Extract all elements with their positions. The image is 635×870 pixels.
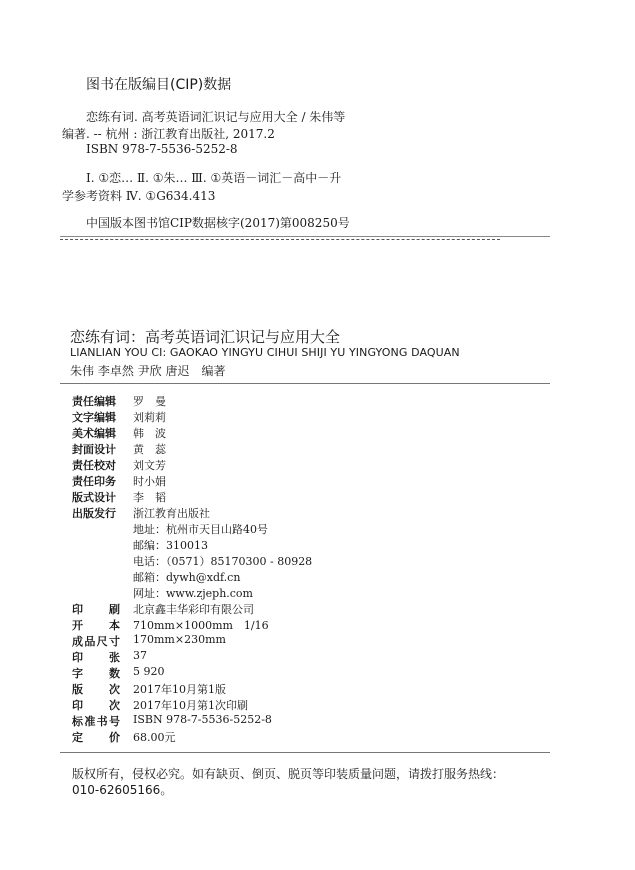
- spec-label-char: 号: [108, 715, 120, 728]
- credit-value: 刘莉莉: [133, 411, 166, 424]
- publisher-website: 网址：www.zjeph.com: [133, 587, 253, 600]
- credit-label: 封面设计: [72, 443, 116, 456]
- book-pinyin: LIANLIAN YOU CI: GAOKAO YINGYU CIHUI SHIJI YU YINGYONG DAQUAN: [70, 346, 460, 359]
- spec-label-char: 标: [72, 715, 83, 728]
- credit-label: 版式设计: [72, 491, 116, 504]
- spec-value: ISBN 978-7-5536-5252-8: [133, 713, 272, 726]
- book-authors: 朱伟 李卓然 尹欣 唐迟 编著: [70, 364, 226, 378]
- credit-label: 责任编辑: [72, 395, 116, 408]
- cip-line-5: 学参考资料 Ⅳ. ①G634.413: [62, 189, 216, 203]
- cip-heading: 图书在版编目(CIP)数据: [86, 77, 232, 93]
- spec-label-char: 印: [72, 603, 83, 616]
- spec-label-char: 寸: [108, 635, 120, 648]
- credit-value: 时小娟: [133, 475, 166, 488]
- spec-label-char: 本: [109, 619, 120, 632]
- spec-label-char: 次: [109, 683, 120, 696]
- cip-rule: [60, 236, 550, 237]
- spec-label: [72, 713, 120, 729]
- cip-isbn: ISBN 978-7-5536-5252-8: [86, 142, 238, 156]
- spec-label: [72, 665, 120, 681]
- spec-label: [72, 681, 120, 697]
- spec-label-char: 书: [96, 715, 108, 728]
- service-hotline: 010-62605166。: [72, 783, 173, 797]
- spec-value: 北京鑫丰华彩印有限公司: [133, 603, 254, 616]
- spec-value: 710mm×1000mm 1/16: [133, 619, 269, 632]
- credit-label: 美术编辑: [72, 427, 116, 440]
- credit-label: 文字编辑: [72, 411, 116, 424]
- publisher-address: 地址：杭州市天目山路40号: [133, 523, 268, 536]
- spec-label-char: 价: [109, 731, 120, 744]
- credit-value: 黄 蕊: [133, 443, 166, 456]
- spec-value: 37: [133, 649, 147, 662]
- spec-label-char: 尺: [96, 635, 108, 648]
- spec-value: 5 920: [133, 665, 165, 678]
- spec-value: 170mm×230mm: [133, 633, 226, 646]
- spec-label-char: 印: [72, 651, 83, 664]
- publisher-name: 浙江教育出版社: [133, 507, 210, 520]
- credit-label: 责任印务: [72, 475, 116, 488]
- book-title: 恋练有词：高考英语词汇识记与应用大全: [70, 328, 341, 346]
- spec-label-char: 字: [72, 667, 83, 680]
- spec-value: 2017年10月第1版: [133, 683, 226, 696]
- spec-label-char: 印: [72, 699, 83, 712]
- spec-label-char: 准: [84, 715, 96, 728]
- spec-label-char: 版: [72, 683, 83, 696]
- spec-label: [72, 649, 120, 665]
- spec-label-char: 数: [109, 667, 120, 680]
- spec-label-char: 品: [84, 635, 96, 648]
- spec-label-char: 次: [109, 699, 120, 712]
- spec-label-char: 刷: [109, 603, 120, 616]
- spec-label-char: 张: [109, 651, 120, 664]
- spec-label: [72, 697, 120, 713]
- spec-label: [72, 729, 120, 745]
- credit-value: 刘文芳: [133, 459, 166, 472]
- divider-top: [60, 383, 550, 384]
- spec-label: [72, 601, 120, 617]
- cip-line-1: 恋练有词. 高考英语词汇识记与应用大全 / 朱伟等: [86, 110, 346, 124]
- copyright-notice: 版权所有，侵权必究。如有缺页、倒页、脱页等印装质量问题，请拨打服务热线：: [72, 767, 505, 781]
- cip-line-2: 编著. -- 杭州 : 浙江教育出版社, 2017.2: [62, 127, 275, 141]
- credit-label: 出版发行: [72, 507, 116, 520]
- publisher-email: 邮箱：dywh@xdf.cn: [133, 571, 241, 584]
- credit-value: 李 韬: [133, 491, 166, 504]
- spec-value: 68.00元: [133, 731, 176, 744]
- spec-label-char: 开: [72, 619, 83, 632]
- credit-value: 韩 波: [133, 427, 166, 440]
- publisher-phone: 电话：（0571）85170300 - 80928: [133, 555, 313, 568]
- cut-line: [60, 239, 500, 240]
- publisher-zip: 邮编：310013: [133, 539, 208, 552]
- spec-label-char: 成: [72, 635, 83, 648]
- cip-line-6: 中国版本图书馆CIP数据核字(2017)第008250号: [86, 216, 350, 230]
- credit-value: 罗 曼: [133, 395, 166, 408]
- credit-label: 责任校对: [72, 459, 116, 472]
- spec-label: [72, 617, 120, 633]
- spec-value: 2017年10月第1次印刷: [133, 699, 248, 712]
- spec-label-char: 定: [72, 731, 83, 744]
- spec-label: [72, 633, 120, 649]
- cip-line-4: Ⅰ. ①恋… Ⅱ. ①朱… Ⅲ. ①英语－词汇－高中－升: [86, 171, 342, 185]
- divider-bottom: [60, 752, 550, 753]
